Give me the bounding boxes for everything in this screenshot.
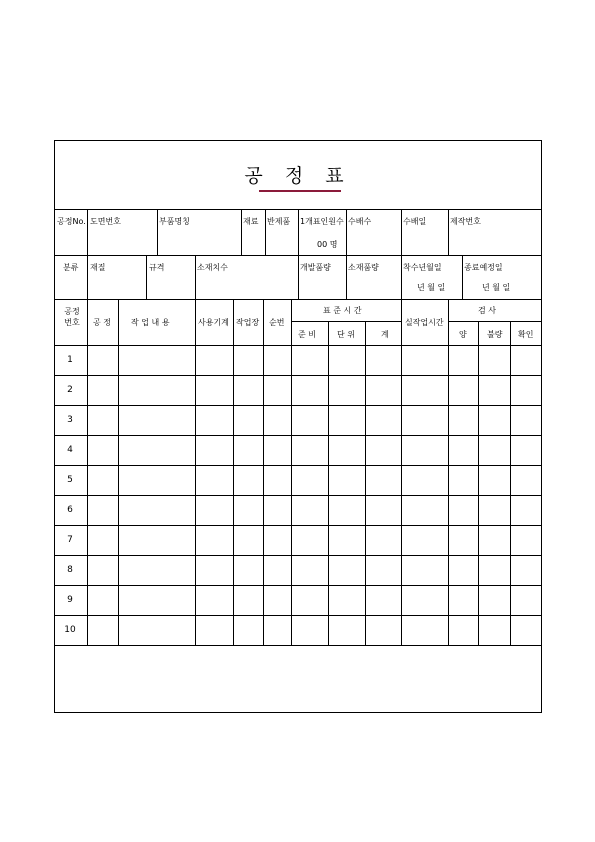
process-sheet: [54, 140, 542, 713]
product-no-label: 제작번호: [450, 217, 481, 226]
ok-header: 양: [459, 330, 467, 339]
confirm-header: 확인: [518, 330, 534, 339]
divider: [346, 209, 347, 255]
divider: [365, 321, 366, 645]
divider: [146, 255, 147, 299]
std-time-label: 1개표인원수: [300, 217, 344, 226]
process-qty-label: 개발품량: [300, 263, 331, 272]
spec-label: 규격: [149, 263, 165, 272]
row-number: 7: [67, 535, 73, 545]
divider: [233, 299, 234, 645]
row-number: 6: [67, 505, 73, 515]
total-header: 계: [381, 330, 389, 339]
divider: [448, 209, 449, 255]
row-number: 10: [64, 625, 76, 635]
defect-header: 불량: [487, 330, 503, 339]
seq-header: 순번: [269, 318, 285, 327]
divider: [448, 321, 541, 322]
inspection-group-header: 검 사: [478, 306, 496, 315]
divider: [448, 299, 449, 645]
divider: [298, 255, 299, 299]
process-header: 공 정: [93, 318, 111, 327]
proc-no-header: 공정번호: [64, 307, 80, 327]
machine-header: 사용기계: [198, 318, 229, 327]
divider: [478, 321, 479, 645]
divider: [298, 209, 299, 255]
divider: [263, 299, 264, 645]
material-label: 재질: [90, 263, 106, 272]
divider: [401, 209, 402, 255]
row-number: 8: [67, 565, 73, 575]
divider: [87, 299, 88, 645]
prep-header: 준 비: [298, 330, 316, 339]
divider: [462, 255, 463, 299]
receive-ymd: 년 월 일: [417, 283, 446, 292]
drawing-no-label: 도면번호: [90, 217, 121, 226]
quantity-label: 수배수: [348, 217, 372, 226]
divider: [401, 299, 402, 645]
divider: [346, 255, 347, 299]
std-unit-value: 00 명: [317, 240, 338, 249]
actual-time-header: 실작업시간: [405, 318, 444, 327]
divider: [87, 255, 88, 299]
process-no-label: 공정No.: [57, 217, 86, 226]
std-time-group-header: 표 준 시 간: [323, 306, 362, 315]
divider: [55, 299, 541, 300]
worker-header: 작업장: [236, 318, 260, 327]
divider: [55, 405, 541, 406]
receive-date-label: 착수년월일: [403, 263, 442, 272]
work-content-header: 작 업 내 용: [131, 318, 170, 327]
divider: [241, 209, 242, 255]
divider: [265, 209, 266, 255]
material-dim-label: 소재치수: [197, 263, 228, 272]
divider: [328, 321, 329, 645]
divider: [55, 645, 541, 646]
divider: [55, 585, 541, 586]
kind-label: 분류: [63, 263, 79, 272]
divider: [55, 615, 541, 616]
material-qty-label: 소재품량: [348, 263, 379, 272]
part-name-label: 부품명칭: [159, 217, 190, 226]
material-no-label: 재료: [243, 217, 259, 226]
divider: [291, 321, 401, 322]
page-title: 공 정 표: [244, 165, 352, 187]
order-date-label: 수배일: [403, 217, 427, 226]
row-number: 4: [67, 445, 73, 455]
row-number: 5: [67, 475, 73, 485]
divider: [118, 299, 119, 645]
divider: [291, 299, 292, 645]
row-number: 1: [67, 355, 73, 365]
divider: [195, 299, 196, 645]
divider: [87, 209, 88, 255]
divider: [157, 209, 158, 255]
divider: [195, 255, 196, 299]
divider: [55, 375, 541, 376]
title-underline: [259, 190, 341, 192]
divider: [55, 435, 541, 436]
lot-qty-label: 반제품: [267, 217, 291, 226]
divider: [55, 495, 541, 496]
divider: [55, 525, 541, 526]
finish-date-label: 종료예정일: [464, 263, 503, 272]
divider: [55, 465, 541, 466]
divider: [55, 555, 541, 556]
row-number: 2: [67, 385, 73, 395]
divider: [55, 345, 541, 346]
row-number: 9: [67, 595, 73, 605]
finish-ymd: 년 월 일: [482, 283, 511, 292]
row-number: 3: [67, 415, 73, 425]
divider: [401, 255, 402, 299]
unit-header: 단 위: [337, 330, 355, 339]
divider: [510, 321, 511, 645]
